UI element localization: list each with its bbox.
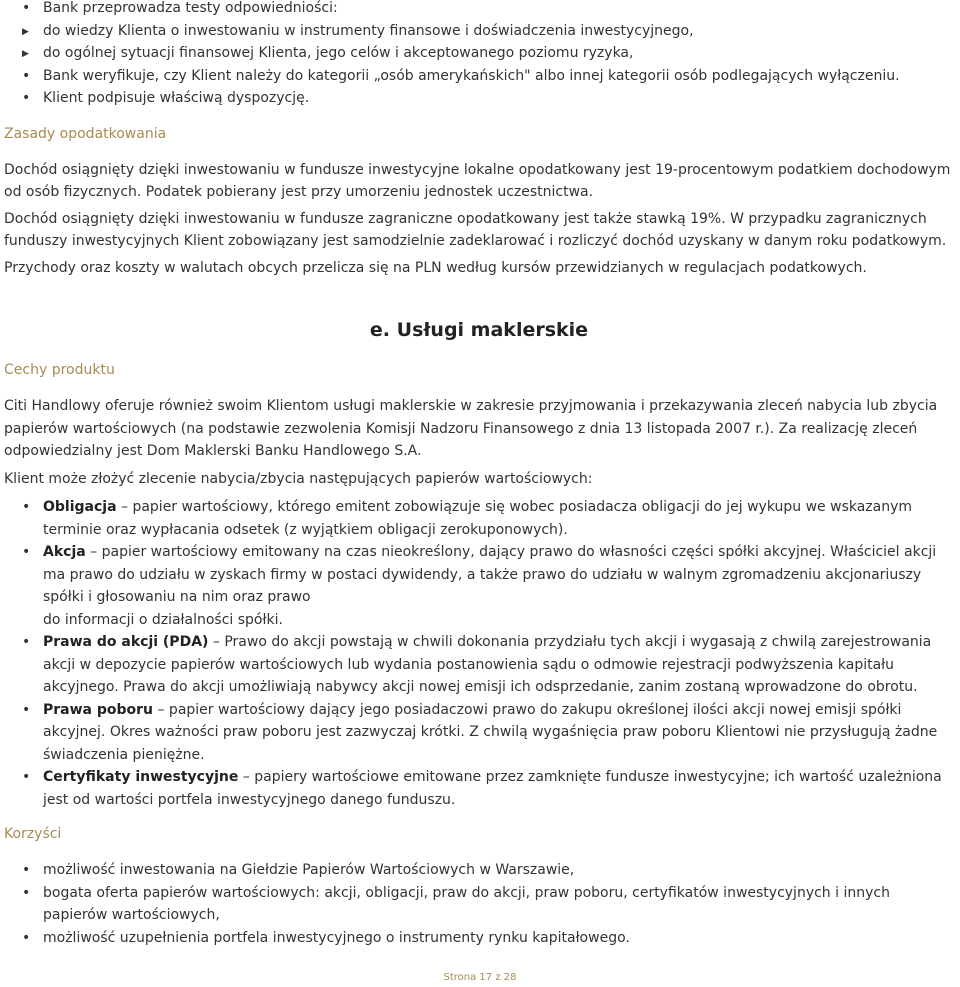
- list-item: • Obligacja – papier wartościowy, którego emitent zobowiązuje się wobec posiadacza obligacji do jej wykupu we wskazanym terminie oraz wypłacania odsetek (z wyjątkiem obligacji zerokuponowych).: [4, 496, 954, 541]
- list-item: • Prawa poboru – papier wartościowy dający jego posiadaczowi prawo do zakupu określonej ilości akcji nowej emisji spółki akcyjnej. Okres ważności praw poboru jest zazwyczaj krótki. Z chwilą wygaśnięcia praw poboru Klientowi nie przysługują żadne świadczenia pieniężne.: [4, 699, 954, 767]
- page-number: Strona 17 z 28: [443, 972, 517, 983]
- bullet-icon: •: [22, 884, 31, 901]
- bullet-icon: •: [22, 701, 31, 718]
- tax-paragraph-1: Dochód osiągnięty dzięki inwestowaniu w fundusze inwestycyjne lokalne opodatkowany jest 19-procentowym podatkiem dochodowym od osób fizycznych. Podatek pobierany jest przy umorzeniu jednostek uczestnictwa.: [4, 161, 951, 200]
- list-item: • możliwość inwestowania na Giełdzie Papierów Wartościowych w Warszawie,: [4, 859, 954, 882]
- bullet-icon: •: [22, 499, 31, 515]
- bullet-icon: •: [22, 634, 31, 650]
- bullet-icon: •: [22, 769, 31, 785]
- section-heading-tax: Zasady opodatkowania: [4, 125, 167, 142]
- section-heading-benefits: Korzyści: [4, 826, 62, 842]
- bullet-icon: •: [22, 90, 31, 106]
- securities-list: [4, 496, 954, 811]
- list-item: • Klient podpisuje właściwą dyspozycję.: [4, 87, 954, 110]
- features-paragraph-2: Klient może złożyć zlecenie nabycia/zbycia następujących papierów wartościowych:: [4, 470, 593, 487]
- list-item: • Certyfikaty inwestycyjne – papiery wartościowe emitowane przez zamknięte fundusze inwestycyjne; ich wartość uzależniona jest od wartości portfela inwestycyjnego danego funduszu.: [4, 766, 954, 811]
- list-item: • Bank przeprowadza testy odpowiedniości:: [4, 0, 954, 20]
- tax-paragraph-3: Przychody oraz koszty w walutach obcych przelicza się na PLN według kursów przewidzianych w regulacjach podatkowych.: [4, 259, 867, 276]
- list-item: ▶ do ogólnej sytuacji finansowej Klienta, jego celów i akceptowanego poziomu ryzyka,: [4, 42, 954, 65]
- bullet-icon: •: [22, 929, 31, 946]
- bullet-icon: •: [22, 0, 31, 16]
- benefits-list: [4, 859, 954, 949]
- list-item: • możliwość uzupełnienia portfela inwestycyjnego o instrumenty rynku kapitałowego.: [4, 927, 954, 950]
- bullet-icon: •: [22, 67, 31, 84]
- bullet-icon: •: [22, 544, 31, 560]
- tax-paragraph-2: Dochód osiągnięty dzięki inwestowaniu w fundusze zagraniczne opodatkowany jest także stawką 19%. W przypadku zagranicznych funduszy inwestycyjnych Klient zobowiązany jest samodzielnie zadeklarować i rozliczyć dochód uzyskany w danym roku podatkowym.: [4, 210, 947, 249]
- triangle-bullet-icon: ▶: [22, 49, 29, 59]
- document-page: [4, 0, 954, 949]
- section-heading-features: Cechy produktu: [4, 362, 115, 378]
- list-item: • Prawa do akcji (PDA) – Prawo do akcji powstają w chwili dokonania przydziału tych akcji i wygasają z chwilą zarejestrowania akcji w depozycie papierów wartościowych lub wydania postanowienia sądu o odmowie rejestracji podwyższenia kapitału akcyjnego. Prawa do akcji umożliwiają nabywcy akcji nowej emisji ich odsprzedanie, zanim zostaną wprowadzone do obrotu.: [4, 631, 954, 699]
- list-item: • Akcja – papier wartościowy emitowany na czas nieokreślony, dający prawo do własności części spółki akcyjnej. Właściciel akcji ma prawo do udziału w zyskach firmy w postaci dywidendy, a także prawo do udziału w walnym zgromadzeniu akcjonariuszy spółki i głosowaniu na nim oraz prawo do informacji o działalności spółki.: [4, 541, 954, 631]
- suitability-list: [4, 0, 954, 110]
- features-paragraph-1: Citi Handlowy oferuje również swoim Klientom usługi maklerskie w zakresie przyjmowania i przekazywania zleceń nabycia lub zbycia papierów wartościowych (na podstawie zezwolenia Komisji Nadzoru Finansowego z dnia 13 listopada 2007 r.). Za realizację zleceń odpowiedzialny jest Dom Maklerski Banku Handlowego S.A.: [4, 398, 938, 459]
- list-item: • Bank weryfikuje, czy Klient należy do kategorii „osób amerykańskich" albo innej kategorii osób podlegających wyłączeniu.: [4, 65, 954, 88]
- bullet-icon: •: [22, 862, 31, 878]
- list-item: ▶ do wiedzy Klienta o inwestowaniu w instrumenty finansowe i doświadczenia inwestycyjnego,: [4, 20, 954, 43]
- triangle-bullet-icon: ▶: [22, 26, 29, 37]
- section-title: e. Usługi maklerskie: [369, 319, 589, 341]
- list-item: • bogata oferta papierów wartościowych: akcji, obligacji, praw do akcji, praw poboru, certyfikatów inwestycyjnych i innych papierów wartościowych,: [4, 882, 954, 927]
